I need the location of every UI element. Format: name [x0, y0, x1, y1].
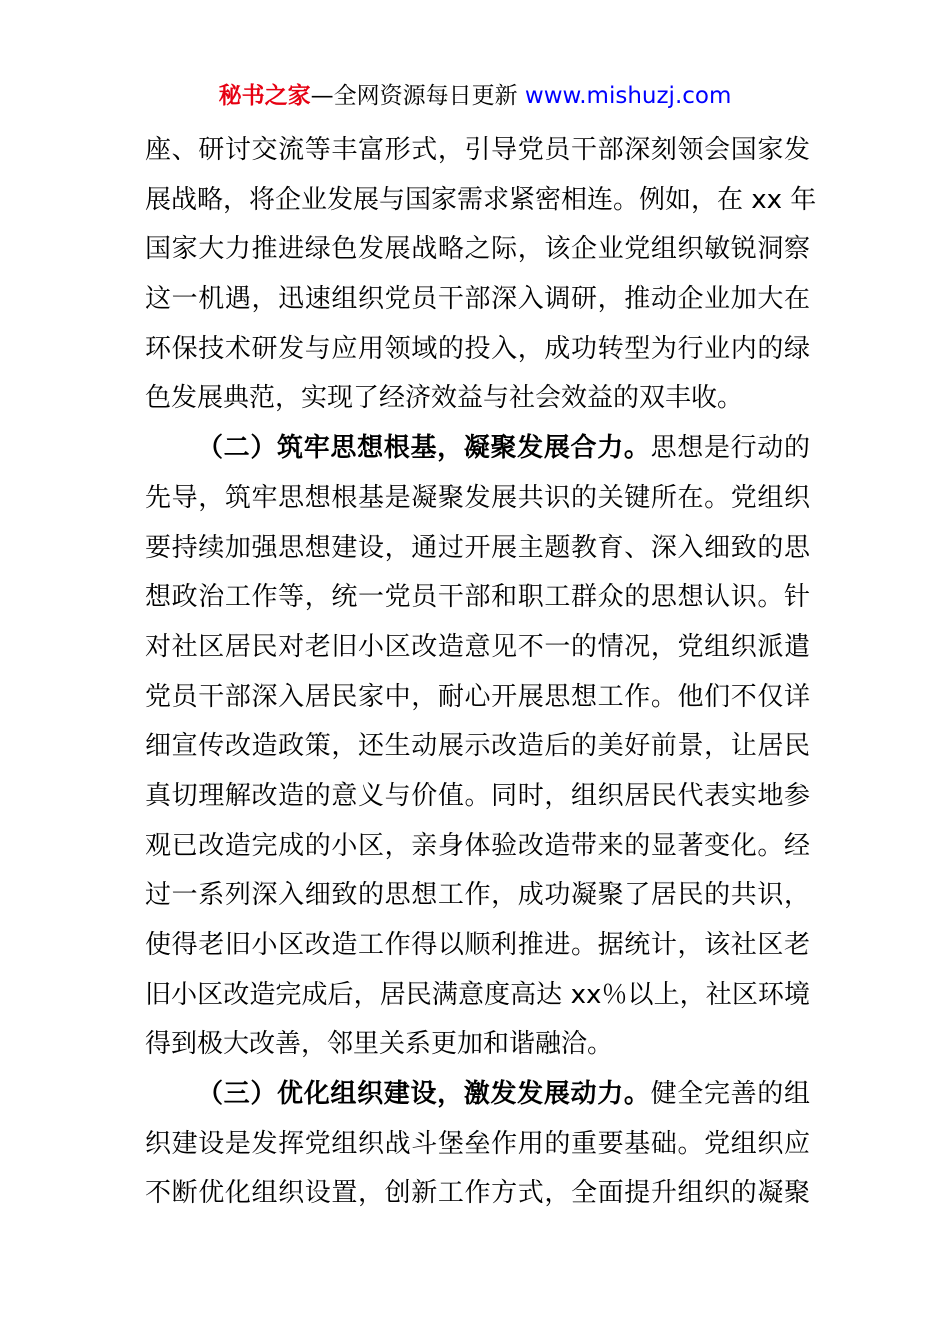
text-line: 国家大力推进绿色发展战略之际，该企业党组织敏锐洞察 — [145, 234, 810, 265]
text-line: 观已改造完成的小区，亲身体验改造带来的显著变化。经 — [145, 830, 810, 861]
section-2-heading: （二）筑牢思想根基，凝聚发展合力。 — [197, 433, 651, 464]
section-3-heading: （三）优化组织建设，激发发展动力。 — [197, 1079, 651, 1110]
text-line: 真切理解改造的意义与价值。同时，组织居民代表实地参 — [145, 780, 810, 811]
section-3-first-line-text: 健全完善的组 — [650, 1079, 810, 1110]
text-line: 先导，筑牢思想根基是凝聚发展共识的关键所在。党组织 — [145, 482, 810, 513]
site-url[interactable]: www.mishuzj.com — [524, 83, 732, 109]
section-2-first-line-text: 思想是行动的 — [650, 433, 810, 464]
text-line: 想政治工作等，统一党员干部和职工群众的思想认识。针 — [145, 582, 810, 613]
text-line: 环保技术研发与应用领域的投入，成功转型为行业内的绿 — [145, 333, 810, 364]
text-line: 旧小区改造完成后，居民满意度高达 xx％以上，社区环境 — [145, 979, 810, 1010]
page-header — [0, 80, 950, 112]
text-line: 色发展典范，实现了经济效益与社会效益的双丰收。 — [145, 383, 744, 414]
text-line: 这一机遇，迅速组织党员干部深入调研，推动企业加大在 — [145, 284, 810, 315]
text-line: 过一系列深入细致的思想工作，成功凝聚了居民的共识， — [145, 880, 810, 911]
section-2-first-line — [145, 424, 810, 474]
section-3-first-line — [145, 1070, 810, 1120]
brand-name: 秘书之家 — [218, 83, 311, 109]
text-line: 不断优化组织设置，创新工作方式，全面提升组织的凝聚 — [145, 1178, 810, 1209]
header-slogan: —全网资源每日更新 — [310, 83, 525, 109]
text-line: 细宣传改造政策，还生动展示改造后的美好前景，让居民 — [145, 731, 810, 762]
text-line: 展战略，将企业发展与国家需求紧密相连。例如，在 xx 年 — [145, 184, 817, 215]
text-line: 织建设是发挥党组织战斗堡垒作用的重要基础。党组织应 — [145, 1128, 810, 1159]
text-line: 要持续加强思想建设，通过开展主题教育、深入细致的思 — [145, 532, 810, 563]
text-line: 座、研讨交流等丰富形式，引导党员干部深刻领会国家发 — [145, 135, 810, 165]
text-line: 对社区居民对老旧小区改造意见不一的情况，党组织派遣 — [145, 631, 810, 662]
text-line: 得到极大改善，邻里关系更加和谐融洽。 — [145, 1029, 614, 1060]
document-body — [145, 126, 817, 1219]
text-line: 党员干部深入居民家中，耐心开展思想工作。他们不仅详 — [145, 681, 810, 712]
text-line: 使得老旧小区改造工作得以顺利推进。据统计，该社区老 — [145, 930, 810, 960]
